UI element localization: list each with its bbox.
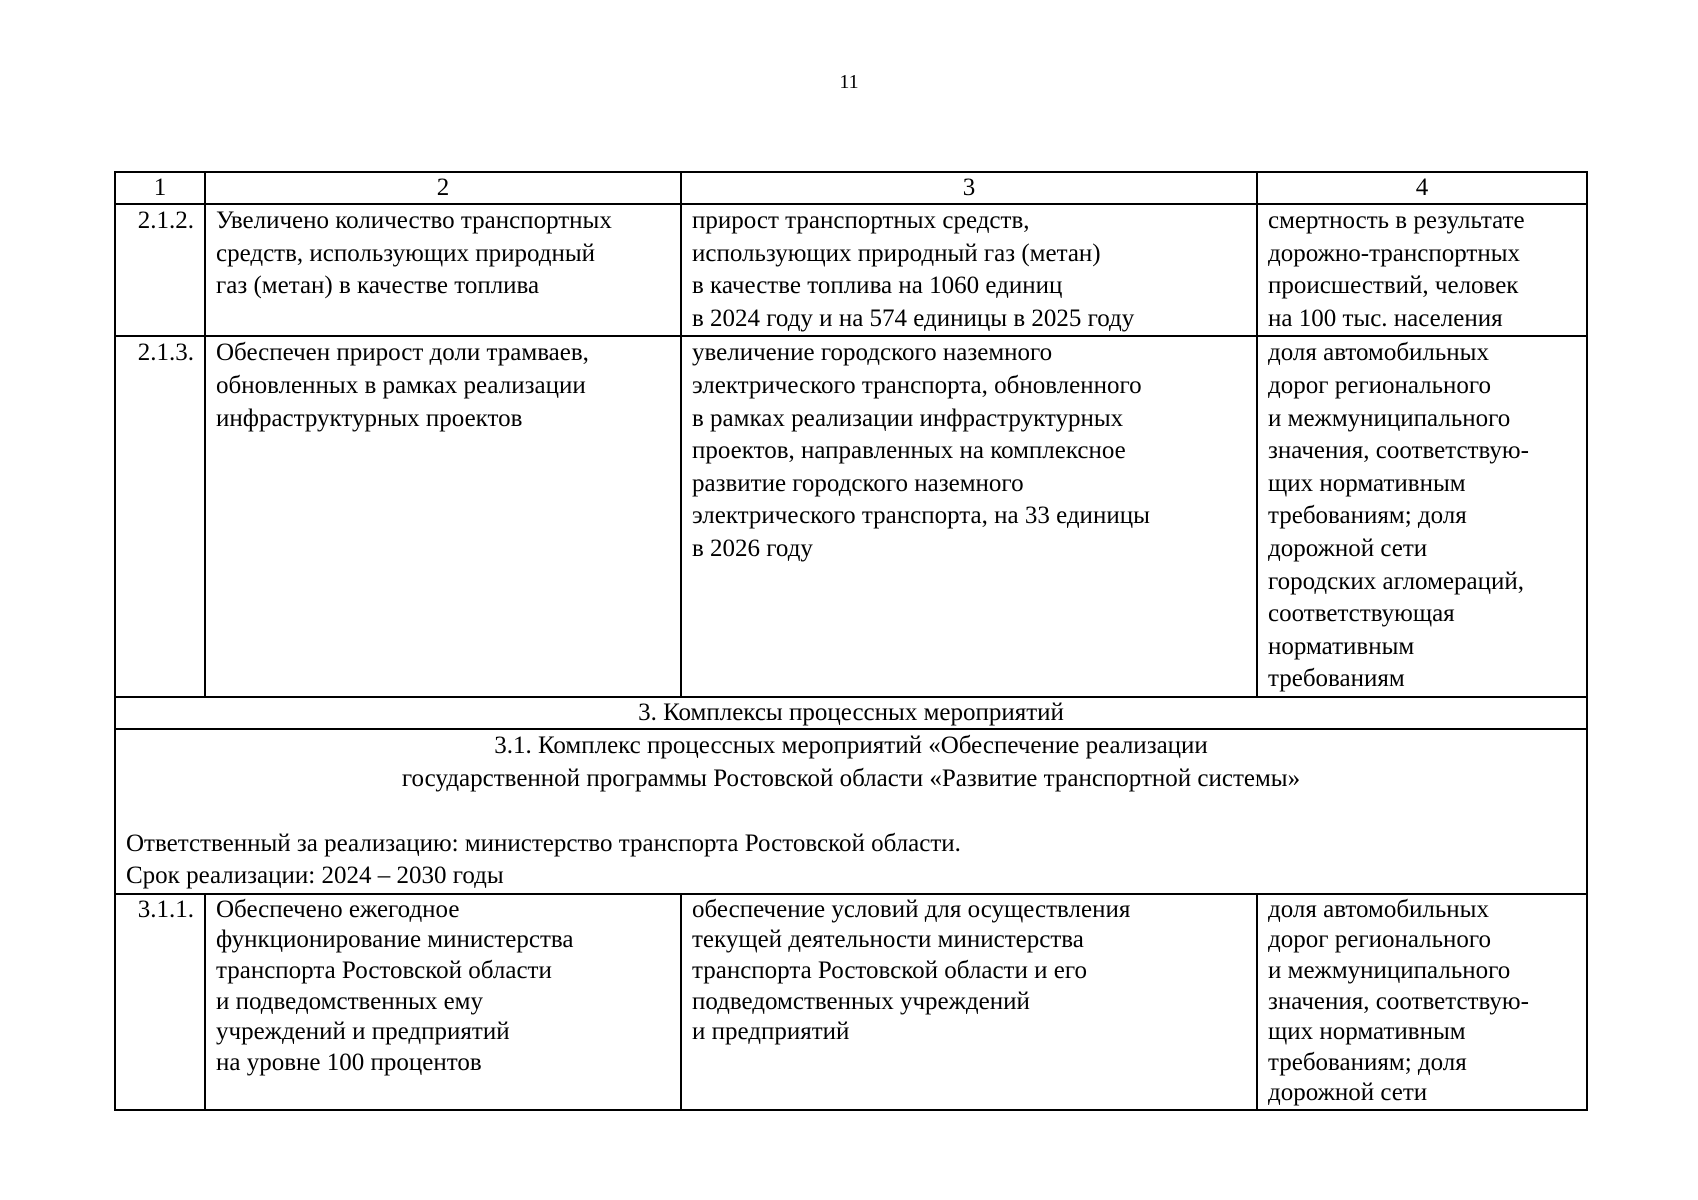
result-cell: Обеспечен прирост доли трамваев, обновленных в рамках реализации инфраструктурных проектов (205, 336, 681, 697)
section-row (115, 697, 1587, 729)
indicator-cell: доля автомобильных дорог регионального и межмуниципального значения, соответствую- щих нормативным требованиям; доля дорожной сети (1257, 894, 1587, 1110)
subsection-info (126, 828, 1576, 893)
row-number: 2.1.2. (115, 204, 205, 336)
table-header-row (115, 172, 1587, 204)
characteristic-cell: обеспечение условий для осуществления текущей деятельности министерства транспорта Ростовской области и его подведомственных учреждений и предприятий (681, 894, 1257, 1110)
table-row (115, 204, 1587, 336)
table-row (115, 894, 1587, 1110)
characteristic-cell: прирост транспортных средств, использующих природный газ (метан) в качестве топлива на 1060 единиц в 2024 году и на 574 единицы в 2025 году (681, 204, 1257, 336)
row-number: 2.1.3. (115, 336, 205, 697)
section-title: 3. Комплексы процессных мероприятий (115, 697, 1587, 729)
table-row (115, 336, 1587, 697)
indicator-cell: смертность в результате дорожно-транспортных происшествий, человек на 100 тыс. населения (1257, 204, 1587, 336)
subsection-cell (115, 729, 1587, 894)
subsection-row (115, 729, 1587, 894)
characteristic-cell: увеличение городского наземного электрического транспорта, обновленного в рамках реализации инфраструктурных проектов, направленных на комплексное развитие городского наземного электрического транспорта, на 33 единицы в 2026 году (681, 336, 1257, 697)
column-header-3: 3 (681, 172, 1257, 204)
row-number: 3.1.1. (115, 894, 205, 1110)
column-header-1: 1 (115, 172, 205, 204)
measures-table (114, 171, 1588, 1111)
result-cell: Увеличено количество транспортных средств, использующих природный газ (метан) в качестве топлива (205, 204, 681, 336)
page-number: 11 (839, 71, 859, 93)
column-header-4: 4 (1257, 172, 1587, 204)
column-header-2: 2 (205, 172, 681, 204)
indicator-cell: доля автомобильных дорог регионального и межмуниципального значения, соответствую- щих нормативным требованиям; доля дорожной сети городских агломераций, соответствующая нормативным требованиям (1257, 336, 1587, 697)
period-text: Срок реализации: 2024 – 2030 годы (126, 862, 504, 890)
subsection-title: 3.1. Комплекс процессных мероприятий «Обеспечение реализации государственной программы Ростовской области «Развитие транспортной системы» (401, 731, 1301, 792)
result-cell: Обеспечено ежегодное функционирование министерства транспорта Ростовской области и подведомственных ему учреждений и предприятий на уровне 100 процентов (205, 894, 681, 1110)
responsible-text: Ответственный за реализацию: министерство транспорта Ростовской области. (126, 829, 961, 857)
